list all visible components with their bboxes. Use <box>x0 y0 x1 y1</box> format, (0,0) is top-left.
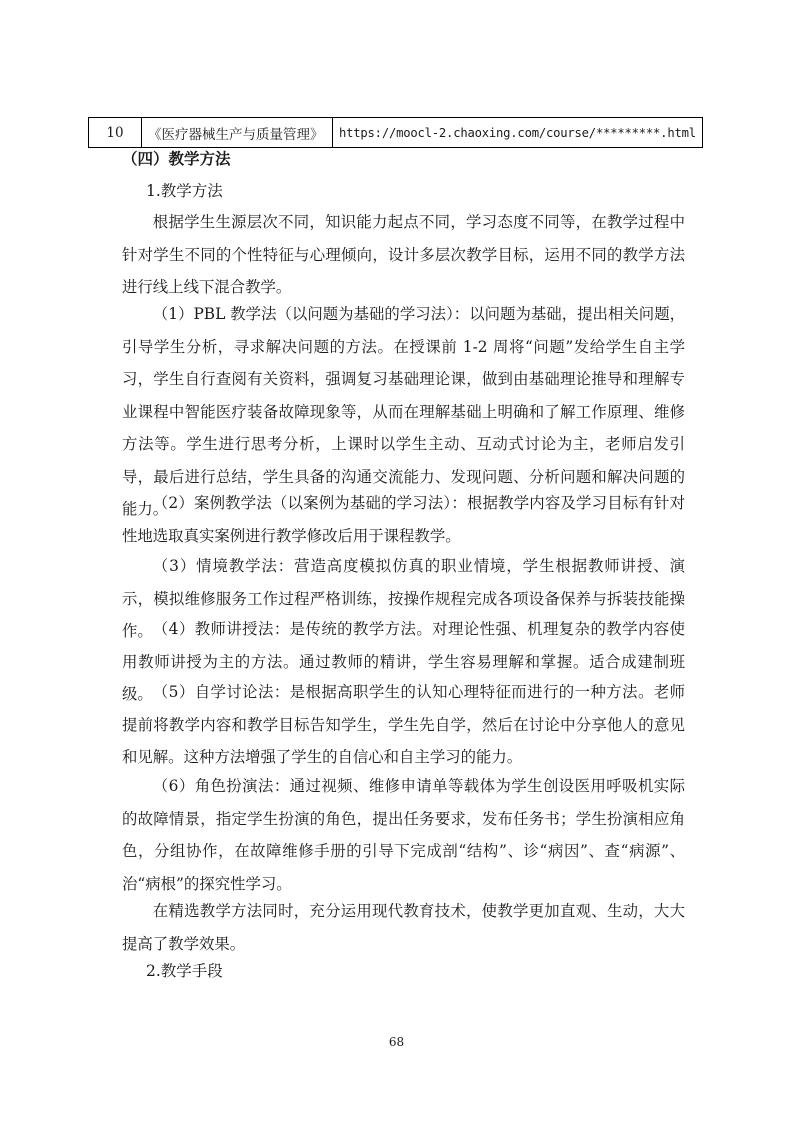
subsection-title-methods: 1.教学方法 <box>146 182 223 200</box>
paragraph-self-study: （5）自学讨论法：是根据高职学生的认知心理特征而进行的一种方法。老师提前将教学内容和教学目标告知学生，学生先自学，然后在讨论中分享他人的意见和见解。这种方法增强了学生的自信心和自主学习的能力。 <box>122 683 685 766</box>
paragraph-case: （2）案例教学法（以案例为基础的学习法）：根据教学内容及学习目标有针对性地选取真实案例进行教学修改后用于课程教学。 <box>122 494 685 545</box>
paragraph-situational: （3）情境教学法：营造高度模拟仿真的职业情境，学生根据教师讲授、演示，模拟维修服务工作过程严格训练，按操作规程完成各项设备保养与拆装技能操作。 <box>122 557 685 640</box>
paragraph-role-play: （6）角色扮演法：通过视频、维修申请单等载体为学生创设医用呼吸机实际的故障情景，指定学生扮演的角色，提出任务要求，发布任务书；学生扮演相应角色，分组协作，在故障维修手册的引导下完成剖“结构”、诊“病因”、查“病源”、治“病根”的探究性学习。 <box>122 777 685 893</box>
table-row <box>89 118 703 148</box>
subsection-title-means: 2.教学手段 <box>146 962 223 980</box>
page-number: 68 <box>388 1035 405 1049</box>
row-number-cell: 10 <box>89 118 142 148</box>
course-name-cell: 《医疗器械生产与质量管理》 <box>142 118 333 148</box>
section-title: （四）教学方法 <box>122 149 231 168</box>
paragraph-lecture: （4）教师讲授法：是传统的教学方法。对理论性强、机理复杂的教学内容使用教师讲授为主的方法。通过教师的精讲，学生容易理解和掌握。适合成建制班级。 <box>122 620 685 703</box>
paragraph-intro: 根据学生生源层次不同，知识能力起点不同，学习态度不同等，在教学过程中针对学生不同的个性特征与心理倾向，设计多层次教学目标，运用不同的教学方法进行线上线下混合教学。 <box>122 213 685 296</box>
course-url-cell: https://moocl-2.chaoxing.com/course/*********.html <box>333 118 703 148</box>
resource-table <box>88 117 703 148</box>
paragraph-pbl: （1）PBL 教学法（以问题为基础的学习法）：以问题为基础，提出相关问题，引导学生分析，寻求解决问题的方法。在授课前 1-2 周将“问题”发给学生自主学习，学生自行查阅有关资料，强调复习基础理论课，做到由基础理论推导和理解专业课程中智能医疗装备故障现象等，从而在理解基础上明确和了解工作原理、维修方法等。学生进行思考分析，上课时以学生主动、互动式讨论为主，老师启发引导，最后进行总结，学生具备的沟通交流能力、发现问题、分析问题和解决问题的能力。 <box>122 305 685 518</box>
paragraph-summary: 在精选教学方法同时，充分运用现代教育技术，使教学更加直观、生动，大大提高了教学效果。 <box>122 902 685 953</box>
